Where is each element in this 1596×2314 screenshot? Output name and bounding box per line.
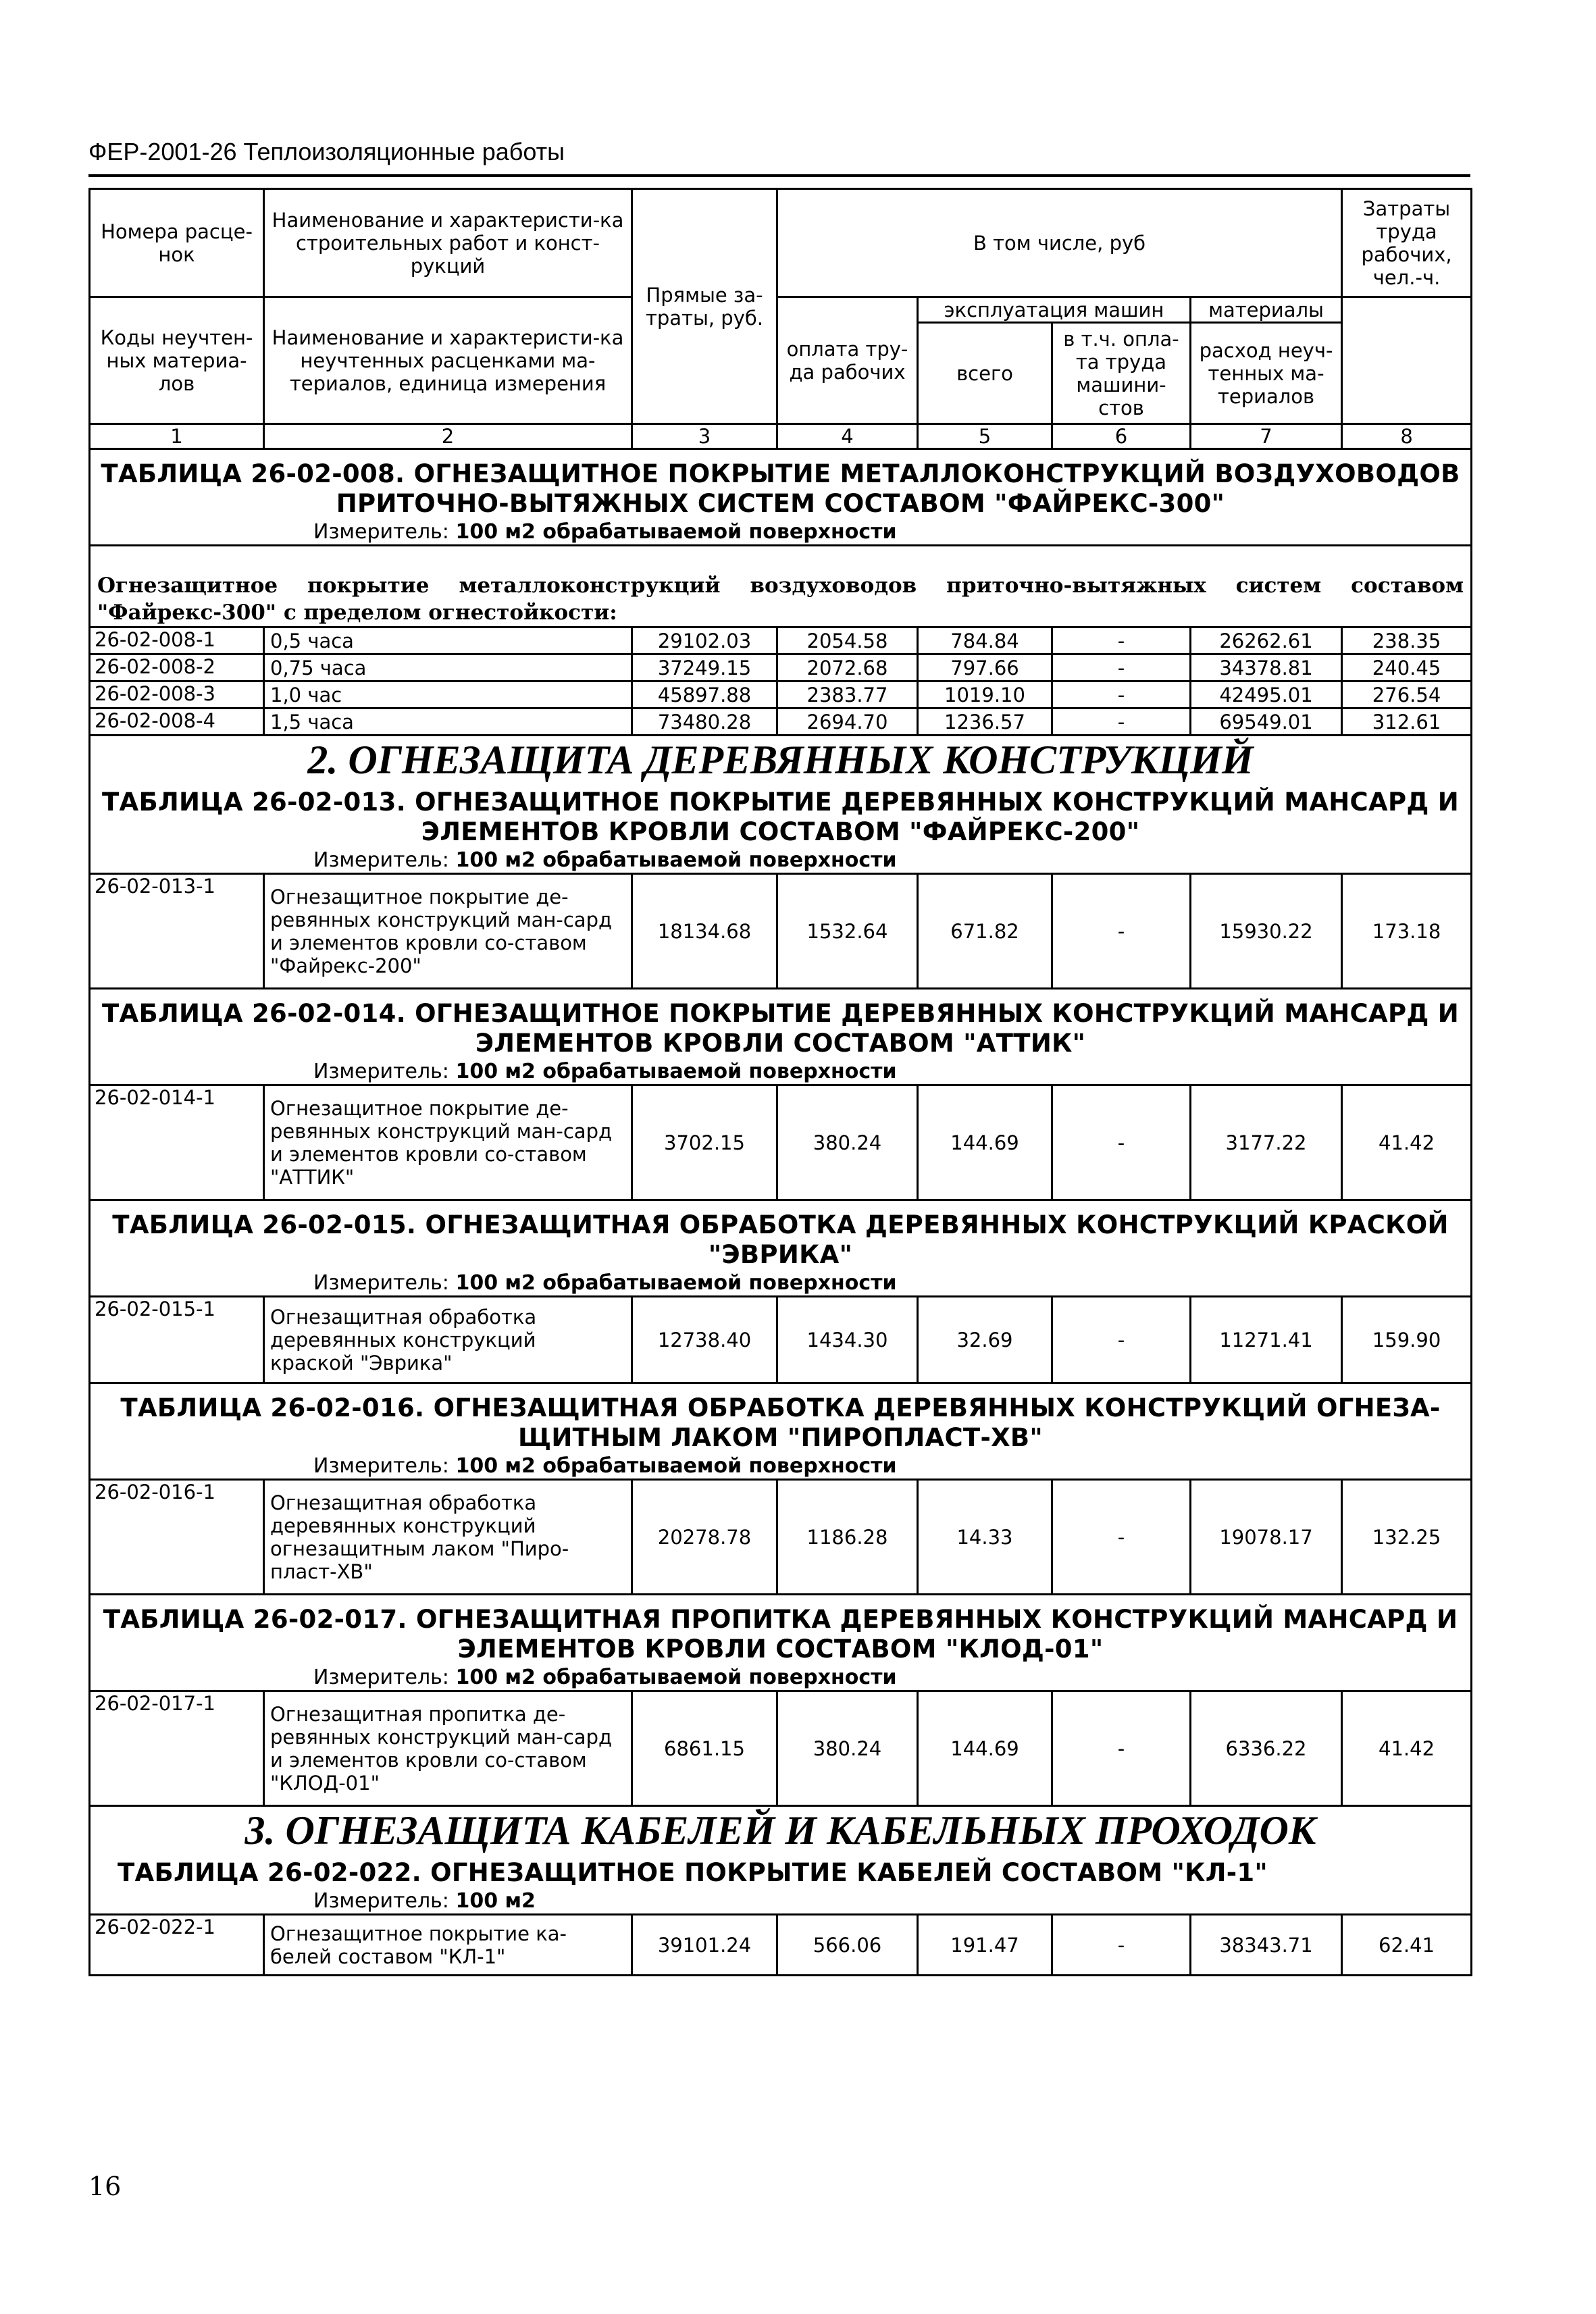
table-row — [90, 1915, 1472, 1976]
machinists-pay: - — [1052, 1085, 1191, 1200]
measure-value: 100 м2 обрабатываемой поверхности — [455, 1060, 897, 1083]
direct-cost: 12738.40 — [632, 1297, 777, 1383]
price-table — [88, 188, 1472, 1976]
header-materials-group: материалы — [1191, 297, 1342, 323]
measure-label: Измеритель: — [313, 1271, 449, 1295]
table-row — [90, 1297, 1472, 1383]
direct-cost: 37249.15 — [632, 654, 777, 682]
direct-cost: 39101.24 — [632, 1915, 777, 1976]
machines-total: 14.33 — [918, 1480, 1052, 1595]
header-including: В том числе, руб — [777, 189, 1342, 297]
labor-hours: 276.54 — [1342, 682, 1472, 709]
machinists-pay: - — [1052, 654, 1191, 682]
section-heading: 3. ОГНЕЗАЩИТА КАБЕЛЕЙ И КАБЕЛЬНЫХ ПРОХОДОК — [244, 1808, 1316, 1853]
page-number: 16 — [88, 2171, 122, 2201]
rate-name: Огнезащитное покрытие ка-белей составом "КЛ-1" — [264, 1915, 632, 1976]
labor-pay: 566.06 — [777, 1915, 918, 1976]
measure-line — [91, 1889, 1470, 1913]
machinists-pay: - — [1052, 1915, 1191, 1976]
rate-name: Огнезащитная обработка деревянных конструкций краской "Эврика" — [264, 1297, 632, 1383]
machines-total: 784.84 — [918, 627, 1052, 654]
table-title: ТАБЛИЦА 26-02-016. ОГНЕЗАЩИТНАЯ ОБРАБОТКА ДЕРЕВЯННЫХ КОНСТРУКЦИЙ ОГНЕЗА-ЩИТНЫМ ЛАКОМ "ПИРОПЛАСТ-ХВ" — [120, 1393, 1441, 1452]
rate-code: 26-02-016-1 — [90, 1480, 264, 1595]
machines-total: 144.69 — [918, 1691, 1052, 1806]
measure-label: Измеритель: — [313, 1060, 449, 1083]
col-number: 5 — [918, 424, 1052, 449]
labor-pay: 1434.30 — [777, 1297, 918, 1383]
measure-line — [91, 520, 1470, 544]
materials-cost: 11271.41 — [1191, 1297, 1342, 1383]
direct-cost: 6861.15 — [632, 1691, 777, 1806]
header-material-codes: Коды неучтен-ных материа-лов — [90, 297, 264, 424]
rate-code: 26-02-008-2 — [90, 654, 264, 682]
measure-value: 100 м2 обрабатываемой поверхности — [455, 848, 897, 872]
header-work-name: Наименование и характеристи-ка строительных работ и конст-рукций — [264, 189, 632, 297]
labor-pay: 2694.70 — [777, 709, 918, 736]
machines-total: 191.47 — [918, 1915, 1052, 1976]
labor-hours: 159.90 — [1342, 1297, 1472, 1383]
direct-cost: 3702.15 — [632, 1085, 777, 1200]
labor-hours: 62.41 — [1342, 1915, 1472, 1976]
materials-cost: 38343.71 — [1191, 1915, 1342, 1976]
machinists-pay: - — [1052, 874, 1191, 989]
table-title: ТАБЛИЦА 26-02-022. ОГНЕЗАЩИТНОЕ ПОКРЫТИЕ КАБЕЛЕЙ СОСТАВОМ "КЛ-1" — [118, 1858, 1268, 1887]
materials-cost: 19078.17 — [1191, 1480, 1342, 1595]
measure-label: Измеритель: — [313, 848, 449, 872]
table-row — [90, 1085, 1472, 1200]
col-number: 2 — [264, 424, 632, 449]
machines-total: 1236.57 — [918, 709, 1052, 736]
direct-cost: 20278.78 — [632, 1480, 777, 1595]
measure-label: Измеритель: — [313, 520, 449, 544]
materials-cost: 3177.22 — [1191, 1085, 1342, 1200]
col-number: 3 — [632, 424, 777, 449]
rate-code: 26-02-015-1 — [90, 1297, 264, 1383]
table-title: ТАБЛИЦА 26-02-015. ОГНЕЗАЩИТНАЯ ОБРАБОТКА ДЕРЕВЯННЫХ КОНСТРУКЦИЙ КРАСКОЙ "ЭВРИКА" — [112, 1210, 1449, 1269]
measure-line — [91, 848, 1470, 873]
rate-code: 26-02-008-3 — [90, 682, 264, 709]
materials-cost: 42495.01 — [1191, 682, 1342, 709]
machinists-pay: - — [1052, 682, 1191, 709]
rate-code: 26-02-022-1 — [90, 1915, 264, 1976]
rate-name: 1,5 часа — [264, 709, 632, 736]
measure-line — [91, 1454, 1470, 1479]
materials-cost: 34378.81 — [1191, 654, 1342, 682]
labor-pay: 380.24 — [777, 1691, 918, 1806]
measure-line — [91, 1271, 1470, 1295]
measure-label: Измеритель: — [313, 1454, 449, 1478]
col-number: 6 — [1052, 424, 1191, 449]
table-row — [90, 1691, 1472, 1806]
materials-cost: 69549.01 — [1191, 709, 1342, 736]
rate-name: 0,5 часа — [264, 627, 632, 654]
machinists-pay: - — [1052, 1691, 1191, 1806]
table-row — [90, 709, 1472, 736]
table-row — [90, 682, 1472, 709]
labor-hours: 240.45 — [1342, 654, 1472, 682]
rate-code: 26-02-008-1 — [90, 627, 264, 654]
col-number: 8 — [1342, 424, 1472, 449]
materials-cost: 6336.22 — [1191, 1691, 1342, 1806]
measure-value: 100 м2 обрабатываемой поверхности — [455, 1454, 897, 1478]
section-heading: 2. ОГНЕЗАЩИТА ДЕРЕВЯННЫХ КОНСТРУКЦИЙ — [307, 738, 1254, 782]
materials-cost: 26262.61 — [1191, 627, 1342, 654]
direct-cost: 18134.68 — [632, 874, 777, 989]
rate-code: 26-02-014-1 — [90, 1085, 264, 1200]
header-labor-pay: оплата тру-да рабочих — [777, 297, 918, 424]
machinists-pay: - — [1052, 709, 1191, 736]
machinists-pay: - — [1052, 627, 1191, 654]
rate-name: 0,75 часа — [264, 654, 632, 682]
labor-pay: 2054.58 — [777, 627, 918, 654]
rate-name: Огнезащитное покрытие де-ревянных конструкций ман-сард и элементов кровли со-ставом "АТТИК" — [264, 1085, 632, 1200]
machines-total: 1019.10 — [918, 682, 1052, 709]
header-labor-hours-blank — [1342, 297, 1472, 424]
rate-name: Огнезащитная обработка деревянных конструкций огнезащитным лаком "Пиро-пласт-ХВ" — [264, 1480, 632, 1595]
measure-value: 100 м2 — [455, 1889, 536, 1913]
measure-line — [91, 1666, 1470, 1690]
header-labor-hours: Затраты труда рабочих, чел.-ч. — [1342, 189, 1472, 297]
header-unaccounted-materials: расход неуч-тенных ма-териалов — [1191, 323, 1342, 424]
table-title: ТАБЛИЦА 26-02-013. ОГНЕЗАЩИТНОЕ ПОКРЫТИЕ ДЕРЕВЯННЫХ КОНСТРУКЦИЙ МАНСАРД И ЭЛЕМЕНТОВ КРОВЛИ СОСТАВОМ "ФАЙРЕКС-200" — [101, 788, 1460, 846]
header-machines-group: эксплуатация машин — [918, 297, 1191, 323]
header-material-names: Наименование и характеристи-ка неучтенных расценками ма-териалов, единица измерения — [264, 297, 632, 424]
labor-pay: 380.24 — [777, 1085, 918, 1200]
running-header: ФЕР-2001-26 Теплоизоляционные работы — [88, 135, 1470, 177]
labor-hours: 41.42 — [1342, 1085, 1472, 1200]
subheading: Огнезащитное покрытие металлоконструкций воздуховодов приточно-вытяжных систем составом "Файрекс-300" с пределом огнестойкости: — [97, 573, 1464, 625]
table-title: ТАБЛИЦА 26-02-008. ОГНЕЗАЩИТНОЕ ПОКРЫТИЕ МЕТАЛЛОКОНСТРУКЦИЙ ВОЗДУХОВОДОВ ПРИТОЧНО-ВЫТЯЖНЫХ СИСТЕМ СОСТАВОМ "ФАЙРЕКС-300" — [101, 459, 1460, 518]
measure-label: Измеритель: — [313, 1666, 449, 1689]
labor-hours: 312.61 — [1342, 709, 1472, 736]
labor-hours: 238.35 — [1342, 627, 1472, 654]
header-direct-costs: Прямые за-траты, руб. — [632, 189, 777, 424]
machines-total: 144.69 — [918, 1085, 1052, 1200]
machines-total: 797.66 — [918, 654, 1052, 682]
labor-hours: 132.25 — [1342, 1480, 1472, 1595]
measure-value: 100 м2 обрабатываемой поверхности — [455, 520, 897, 544]
measure-value: 100 м2 обрабатываемой поверхности — [455, 1271, 897, 1295]
table-title: ТАБЛИЦА 26-02-017. ОГНЕЗАЩИТНАЯ ПРОПИТКА ДЕРЕВЯННЫХ КОНСТРУКЦИЙ МАНСАРД И ЭЛЕМЕНТОВ КРОВЛИ СОСТАВОМ "КЛОД-01" — [103, 1605, 1458, 1664]
labor-pay: 1186.28 — [777, 1480, 918, 1595]
col-number: 4 — [777, 424, 918, 449]
machines-total: 671.82 — [918, 874, 1052, 989]
table-row — [90, 654, 1472, 682]
col-number: 1 — [90, 424, 264, 449]
header-machinists-pay: в т.ч. опла-та труда машини-стов — [1052, 323, 1191, 424]
header-machines-total: всего — [918, 323, 1052, 424]
materials-cost: 15930.22 — [1191, 874, 1342, 989]
table-row — [90, 1480, 1472, 1595]
table-row — [90, 874, 1472, 989]
labor-pay: 2072.68 — [777, 654, 918, 682]
measure-line — [91, 1060, 1470, 1084]
labor-hours: 41.42 — [1342, 1691, 1472, 1806]
header-rate-number: Номера расце-нок — [90, 189, 264, 297]
rate-name: Огнезащитное покрытие де-ревянных конструкций ман-сард и элементов кровли со-ставом "Файрекс-200" — [264, 874, 632, 989]
rate-name: 1,0 час — [264, 682, 632, 709]
rate-name: Огнезащитная пропитка де-ревянных конструкций ман-сард и элементов кровли со-ставом "КЛОД-01" — [264, 1691, 632, 1806]
machinists-pay: - — [1052, 1297, 1191, 1383]
machines-total: 32.69 — [918, 1297, 1052, 1383]
table-title: ТАБЛИЦА 26-02-014. ОГНЕЗАЩИТНОЕ ПОКРЫТИЕ ДЕРЕВЯННЫХ КОНСТРУКЦИЙ МАНСАРД И ЭЛЕМЕНТОВ КРОВЛИ СОСТАВОМ "АТТИК" — [101, 999, 1460, 1058]
table-row — [90, 627, 1472, 654]
measure-value: 100 м2 обрабатываемой поверхности — [455, 1666, 897, 1689]
rate-code: 26-02-017-1 — [90, 1691, 264, 1806]
labor-pay: 2383.77 — [777, 682, 918, 709]
rate-code: 26-02-013-1 — [90, 874, 264, 989]
direct-cost: 45897.88 — [632, 682, 777, 709]
labor-hours: 173.18 — [1342, 874, 1472, 989]
direct-cost: 29102.03 — [632, 627, 777, 654]
labor-pay: 1532.64 — [777, 874, 918, 989]
rate-code: 26-02-008-4 — [90, 709, 264, 736]
direct-cost: 73480.28 — [632, 709, 777, 736]
measure-label: Измеритель: — [313, 1889, 449, 1913]
machinists-pay: - — [1052, 1480, 1191, 1595]
col-number: 7 — [1191, 424, 1342, 449]
